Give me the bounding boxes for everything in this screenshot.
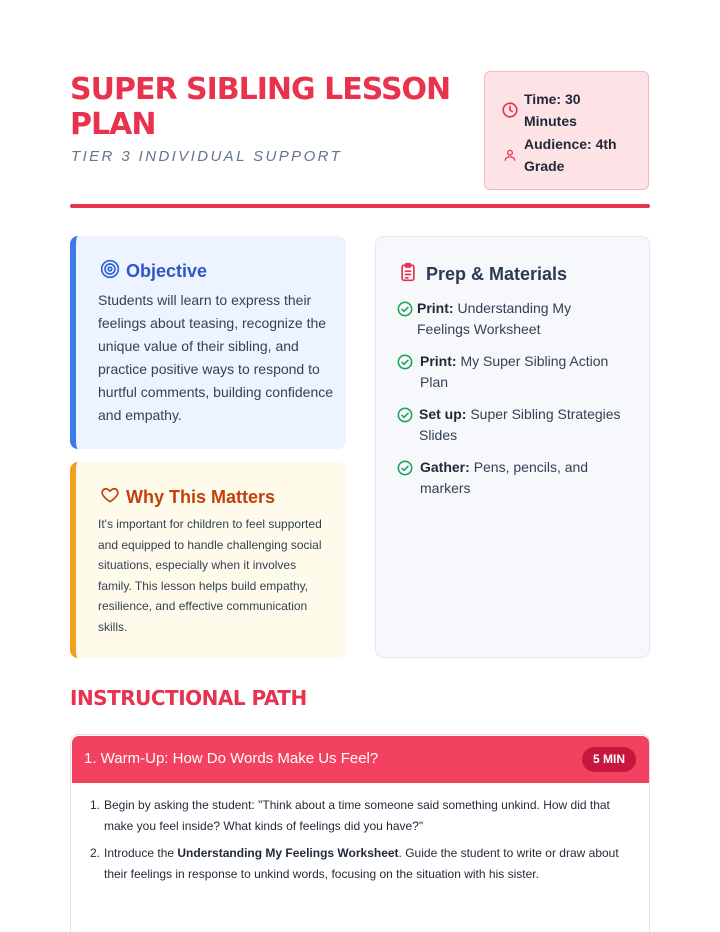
step-list <box>90 795 640 891</box>
objective-text: Students will learn to express their feelings about teasing, recognize the unique value of their sibling, and practice positive ways to respond to hurtful comments, building confidence and empathy. <box>98 292 334 423</box>
prep-item <box>397 457 605 499</box>
clock-icon <box>499 101 521 119</box>
prep-item <box>397 298 617 340</box>
user-icon <box>499 148 521 162</box>
check-circle-icon <box>397 301 413 317</box>
prep-item-text: Print: Understanding My Feelings Worksheet <box>417 300 572 337</box>
target-icon <box>100 259 120 284</box>
why-text: It's important for children to feel supported and equipped to handle challenging social situations, especially when it involves family. This lesson helps build empathy, resilience, and effective communication skills. <box>98 517 322 634</box>
time-row <box>499 88 634 132</box>
check-circle-icon <box>397 407 413 423</box>
prep-heading: Prep & Materials <box>426 264 568 284</box>
list-item: 1. Begin by asking the student: "Think about a time someone said something unkind. How did that make you feel inside? What kinds of feelings did you have?" <box>90 798 610 833</box>
page-subtitle: TIER 3 INDIVIDUAL SUPPORT <box>71 148 343 165</box>
time-label: Time: 30 Minutes <box>524 91 581 129</box>
prep-header <box>398 261 567 288</box>
check-circle-icon <box>397 460 413 476</box>
objective-header <box>100 259 207 284</box>
lesson-meta-box <box>484 71 649 190</box>
why-header <box>100 485 275 510</box>
duration-badge: 5 MIN <box>582 747 636 772</box>
prep-item-text: Set up: Super Sibling Strategies Slides <box>419 406 621 443</box>
clipboard-icon <box>398 261 418 288</box>
list-item: 2. Introduce the Understanding My Feelings Worksheet. Guide the student to write or draw about their feelings in response to unkind words, focusing on the situation with his sister. <box>90 846 619 881</box>
prep-item <box>397 404 634 446</box>
objective-heading: Objective <box>126 261 208 281</box>
check-circle-icon <box>397 354 413 370</box>
header-divider <box>70 204 650 208</box>
step-title: 1. Warm-Up: How Do Words Make Us Feel? <box>84 750 379 767</box>
prep-item-text: Print: My Super Sibling Action Plan <box>420 353 609 390</box>
page-title: SUPER SIBLING LESSON PLAN <box>70 72 451 142</box>
prep-item-text: Gather: Pens, pencils, and markers <box>420 459 589 496</box>
heart-icon <box>100 485 120 510</box>
audience-label: Audience: 4th Grade <box>524 136 617 174</box>
section-title: INSTRUCTIONAL PATH <box>70 686 307 710</box>
audience-row <box>499 133 634 177</box>
why-heading: Why This Matters <box>126 487 276 507</box>
prep-item <box>397 351 630 393</box>
